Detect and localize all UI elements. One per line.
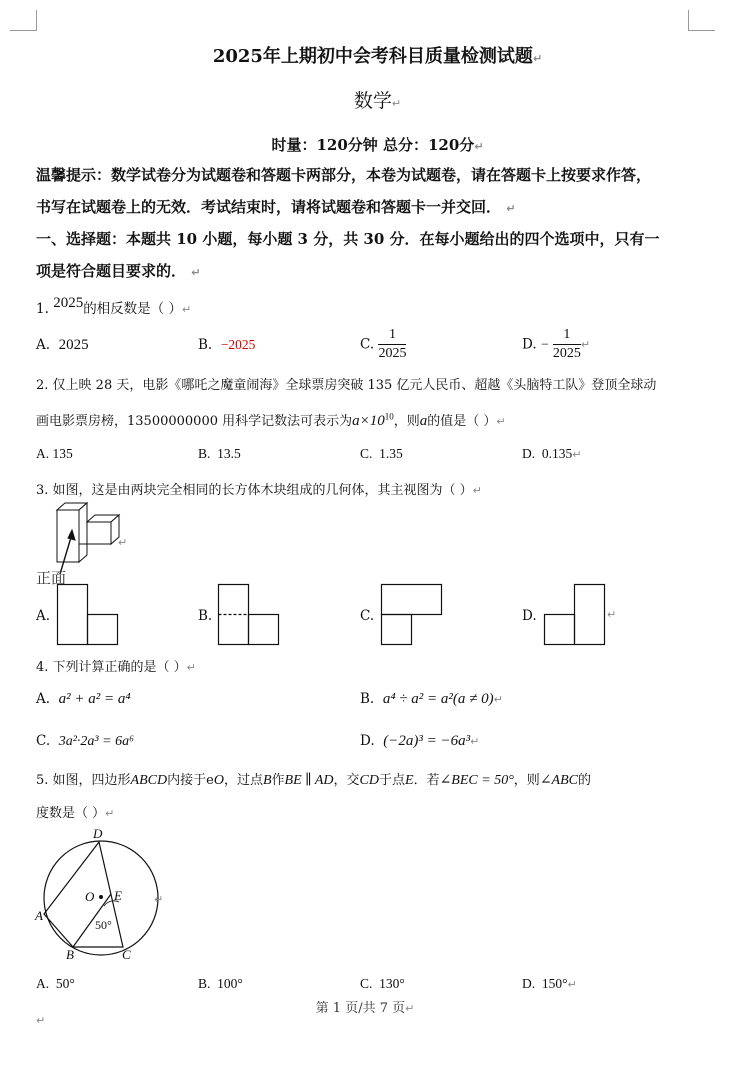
notice-line-2: 书写在试题卷上的无效．考试结束时，请将试题卷和答题卡一并交回． ↵ [36,198,516,216]
q3-option-d-label[interactable]: D. [522,608,537,624]
q1-option-c[interactable]: C. $\frac{1}{2025}$ [360,327,407,361]
q2-option-c[interactable]: C. 1.35 [360,446,403,461]
q3-figure-paragraph-mark: ↵ [118,536,128,549]
question-5-line-1: 5. 如图，四边形ABCD内接于eO，过点B作BE ∥ AD，交CD于点E．若∠BEC = 50°，则∠ABC的 [36,773,591,788]
label-angle-50: 50° [95,918,112,932]
q2-option-b[interactable]: B. 13.5 [198,446,241,461]
q3-option-a-view[interactable] [57,584,119,646]
question-3: 3. 如图，这是由两块完全相同的长方体木块组成的几何体，其主视图为（ ）↵ [36,483,482,498]
q3-option-d-view[interactable] [544,584,606,646]
label-d: D [93,826,103,841]
end-paragraph-mark: ↵ [36,1014,46,1027]
notice-line-1: 温馨提示：数学试卷分为试题卷和答题卡两部分，本卷为试题卷，请在答题卡上按要求作答， [36,166,652,184]
page-footer: 第 1 页/共 7 页↵ [315,1001,415,1016]
label-b: B [66,947,74,962]
crop-mark-top-left [10,10,37,31]
question-5-line-2: 度数是（ ）↵ [36,806,115,821]
q5-option-d[interactable]: D. 150°↵ [522,976,577,991]
exam-title: 2025年上期初中会考科目质量检测试题↵ [212,46,543,67]
q4-option-c[interactable]: C. 3a²·2a³ = 6a⁶ [36,733,134,749]
label-o: O [85,889,95,904]
q3-option-a-label[interactable]: A. [36,608,51,624]
q3-option-b-label[interactable]: B. [198,608,213,624]
q5-figure-paragraph-mark: ↵ [154,893,164,906]
question-2-line-2: 画电影票房榜，13500000000 用科学记数法可表示为$a\times 10^{10}$，则a的值是（ ）↵ [36,411,506,429]
q5-option-a[interactable]: A. 50° [36,976,75,991]
question-4: 4. 下列计算正确的是（ ）↵ [36,660,196,675]
question-1: 1. 2025的相反数是（ ）↵ [36,295,192,317]
q3-option-c-label[interactable]: C. [360,608,375,624]
q4-option-d[interactable]: D. (−2a)³ = −6a³↵ [360,733,480,749]
subject-title: 数学↵ [353,90,402,112]
q4-option-a[interactable]: A. a² + a² = a⁴ [36,691,131,707]
label-a: A [35,908,43,923]
label-e: E [114,888,122,903]
q1-option-d[interactable]: D. − $\frac{1}{2025}$ ↵ [522,327,591,361]
section-heading-line-1: 一、选择题：本题共 10 小题，每小题 3 分，共 30 分．在每小题给出的四个选项中，只有一 [36,230,660,248]
q4-option-b[interactable]: B. a⁴ ÷ a² = a²(a ≠ 0)↵ [360,691,503,707]
label-c: C [122,947,131,962]
section-heading-line-2: 项是符合题目要求的． ↵ [36,262,201,280]
time-info: 时量：120分钟 总分：120分↵ [271,136,484,154]
q3-option-b-view[interactable] [218,584,280,646]
q1-option-a[interactable]: A. 2025 [36,337,89,353]
q5-circle-figure [34,826,164,962]
q1-option-b[interactable]: B. −2025 [198,337,256,353]
q1-value: 2025 [53,295,84,311]
q1-c-fraction: $\frac{1}{2025}$ [378,327,407,361]
crop-mark-top-right [688,10,715,31]
q5-option-b[interactable]: B. 100° [198,976,243,991]
q1-d-fraction: $\frac{1}{2025}$ [552,327,581,361]
q3-solid-figure [50,500,150,575]
q3-options-paragraph-mark: ↵ [607,608,617,621]
center-point-o [99,895,103,899]
q2-option-a[interactable]: A. 135 [36,446,73,461]
q3-front-label: 正面 [36,569,67,587]
question-2-line-1: 2. 仅上映 28 天，电影《哪吒之魔童闹海》全球票房突破 135 亿元人民币、超越《头脑特工队》登顶全球动 [36,378,657,393]
q2-option-d[interactable]: D. 0.135↵ [522,446,582,461]
q5-option-c[interactable]: C. 130° [360,976,405,991]
q3-option-c-view[interactable] [381,584,443,646]
